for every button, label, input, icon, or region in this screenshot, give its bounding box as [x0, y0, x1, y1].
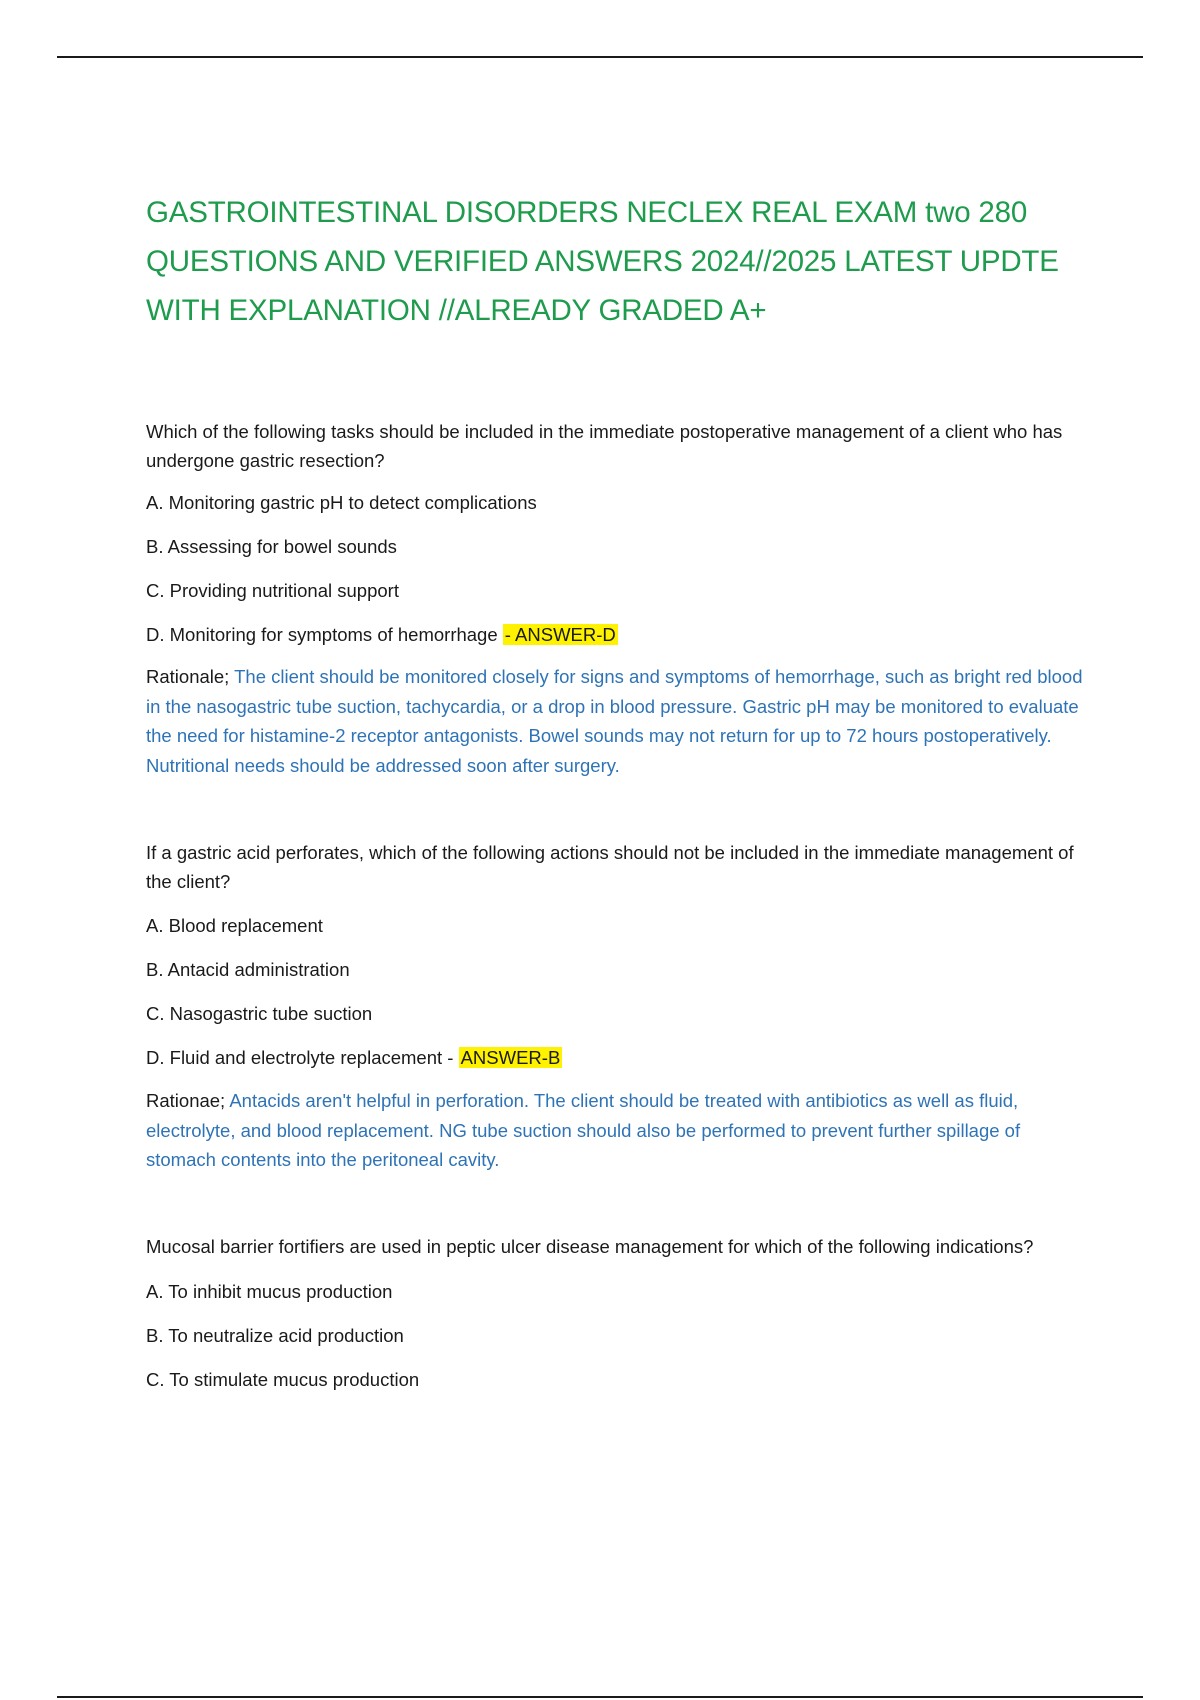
- option-d-text: D. Fluid and electrolyte replacement -: [146, 1047, 459, 1068]
- rationale: [146, 1086, 1086, 1175]
- top-rule: [57, 56, 1143, 58]
- bottom-rule: [57, 1696, 1143, 1698]
- option-d: [146, 620, 1086, 649]
- option-a: A. Monitoring gastric pH to detect complications: [146, 492, 537, 513]
- answer-highlight: - ANSWER-D: [504, 624, 616, 645]
- option-a: A. Blood replacement: [146, 915, 323, 936]
- option-c: C. Providing nutritional support: [146, 580, 399, 601]
- option-d-text: D. Monitoring for symptoms of hemorrhage: [146, 624, 503, 645]
- question-block-3: [146, 1232, 1086, 1394]
- question-text: If a gastric acid perforates, which of the following actions should not be included in the immediate management of the client?: [146, 842, 1074, 892]
- answer-highlight: ANSWER-B: [460, 1047, 561, 1068]
- rationale: [146, 662, 1086, 780]
- question-text: Mucosal barrier fortifiers are used in peptic ulcer disease management for which of the following indications?: [146, 1235, 1034, 1257]
- question-text: Which of the following tasks should be included in the immediate postoperative management of a client who has undergone gastric resection?: [146, 421, 1063, 471]
- option-b: B. Antacid administration: [146, 959, 350, 980]
- option-d: [146, 1043, 1086, 1072]
- question-block-2: [146, 838, 1086, 1175]
- rationale-text: The client should be monitored closely for signs and symptoms of hemorrhage, such as bright red blood in the nasogastric tube suction, tachycardia, or a drop in blood pressure. Gastric pH may be monitored to evaluate the need for histamine-2 receptor antagonists. Bowel sounds may not return for up to 72 hours postoperatively. Nutritional needs should be addressed soon after surgery.: [146, 666, 1083, 776]
- option-a: A. To inhibit mucus production: [146, 1280, 393, 1302]
- option-c: C. To stimulate mucus production: [146, 1368, 420, 1390]
- question-block-1: [146, 417, 1086, 780]
- document-body: [146, 188, 1086, 1394]
- option-b: B. To neutralize acid production: [146, 1324, 404, 1346]
- rationale-label: Rationale;: [146, 666, 235, 687]
- option-b: B. Assessing for bowel sounds: [146, 536, 397, 557]
- rationale-label: Rationae;: [146, 1090, 230, 1111]
- option-c: C. Nasogastric tube suction: [146, 1003, 373, 1024]
- document-title: GASTROINTESTINAL DISORDERS NECLEX REAL EXAM two 280 QUESTIONS AND VERIFIED ANSWERS 2024//2025 LATEST UPDTE WITH EXPLANATION //ALREADY GRADED A+: [146, 196, 1059, 327]
- rationale-text: Antacids aren't helpful in perforation. The client should be treated with antibiotics as well as fluid, electrolyte, and blood replacement. NG tube suction should also be performed to prevent further spillage of stomach contents into the peritoneal cavity.: [146, 1090, 1021, 1170]
